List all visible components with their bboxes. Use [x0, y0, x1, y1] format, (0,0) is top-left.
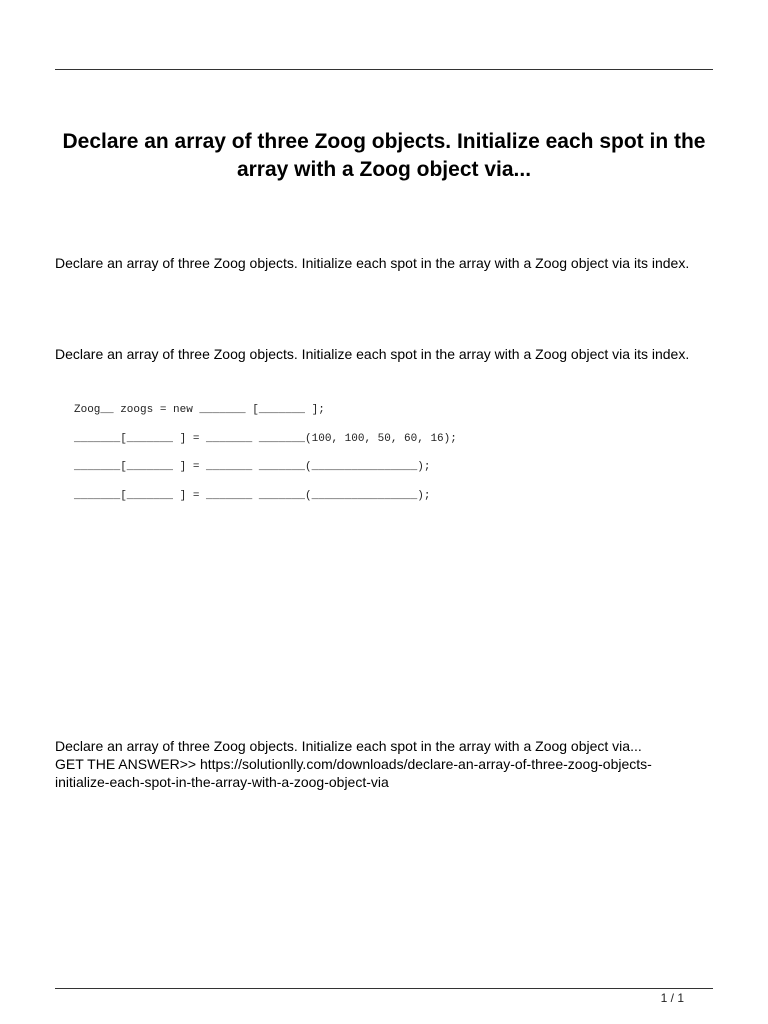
page-number: 1 / 1	[660, 991, 684, 1005]
top-divider	[55, 69, 713, 70]
code-line: _______[_______ ] = _______ _______(________________);	[74, 461, 431, 473]
intro-paragraph: Declare an array of three Zoog objects. Initialize each spot in the array with a Zoog object via its index.	[55, 255, 690, 271]
bottom-divider	[55, 988, 713, 989]
answer-summary: Declare an array of three Zoog objects. Initialize each spot in the array with a Zoog object via...	[55, 738, 642, 754]
code-exercise	[74, 399, 534, 513]
code-line: Zoog__ zoogs = new _______ [_______ ];	[74, 404, 325, 416]
document-title: Declare an array of three Zoog objects. Initialize each spot in the array with a Zoog object via...	[62, 130, 706, 181]
code-line: _______[_______ ] = _______ _______(________________);	[74, 489, 431, 502]
answer-link-continuation[interactable]: initialize-each-spot-in-the-array-with-a-zoog-object-via	[55, 774, 389, 790]
question-paragraph: Declare an array of three Zoog objects. Initialize each spot in the array with a Zoog object via its index.	[55, 346, 690, 362]
code-line: _______[_______ ] = _______ _______(100, 100, 50, 60, 16);	[74, 432, 457, 445]
answer-paragraph	[55, 737, 720, 791]
answer-link[interactable]: GET THE ANSWER>> https://solutionlly.com/downloads/declare-an-array-of-three-zoog-objects-	[55, 756, 652, 772]
